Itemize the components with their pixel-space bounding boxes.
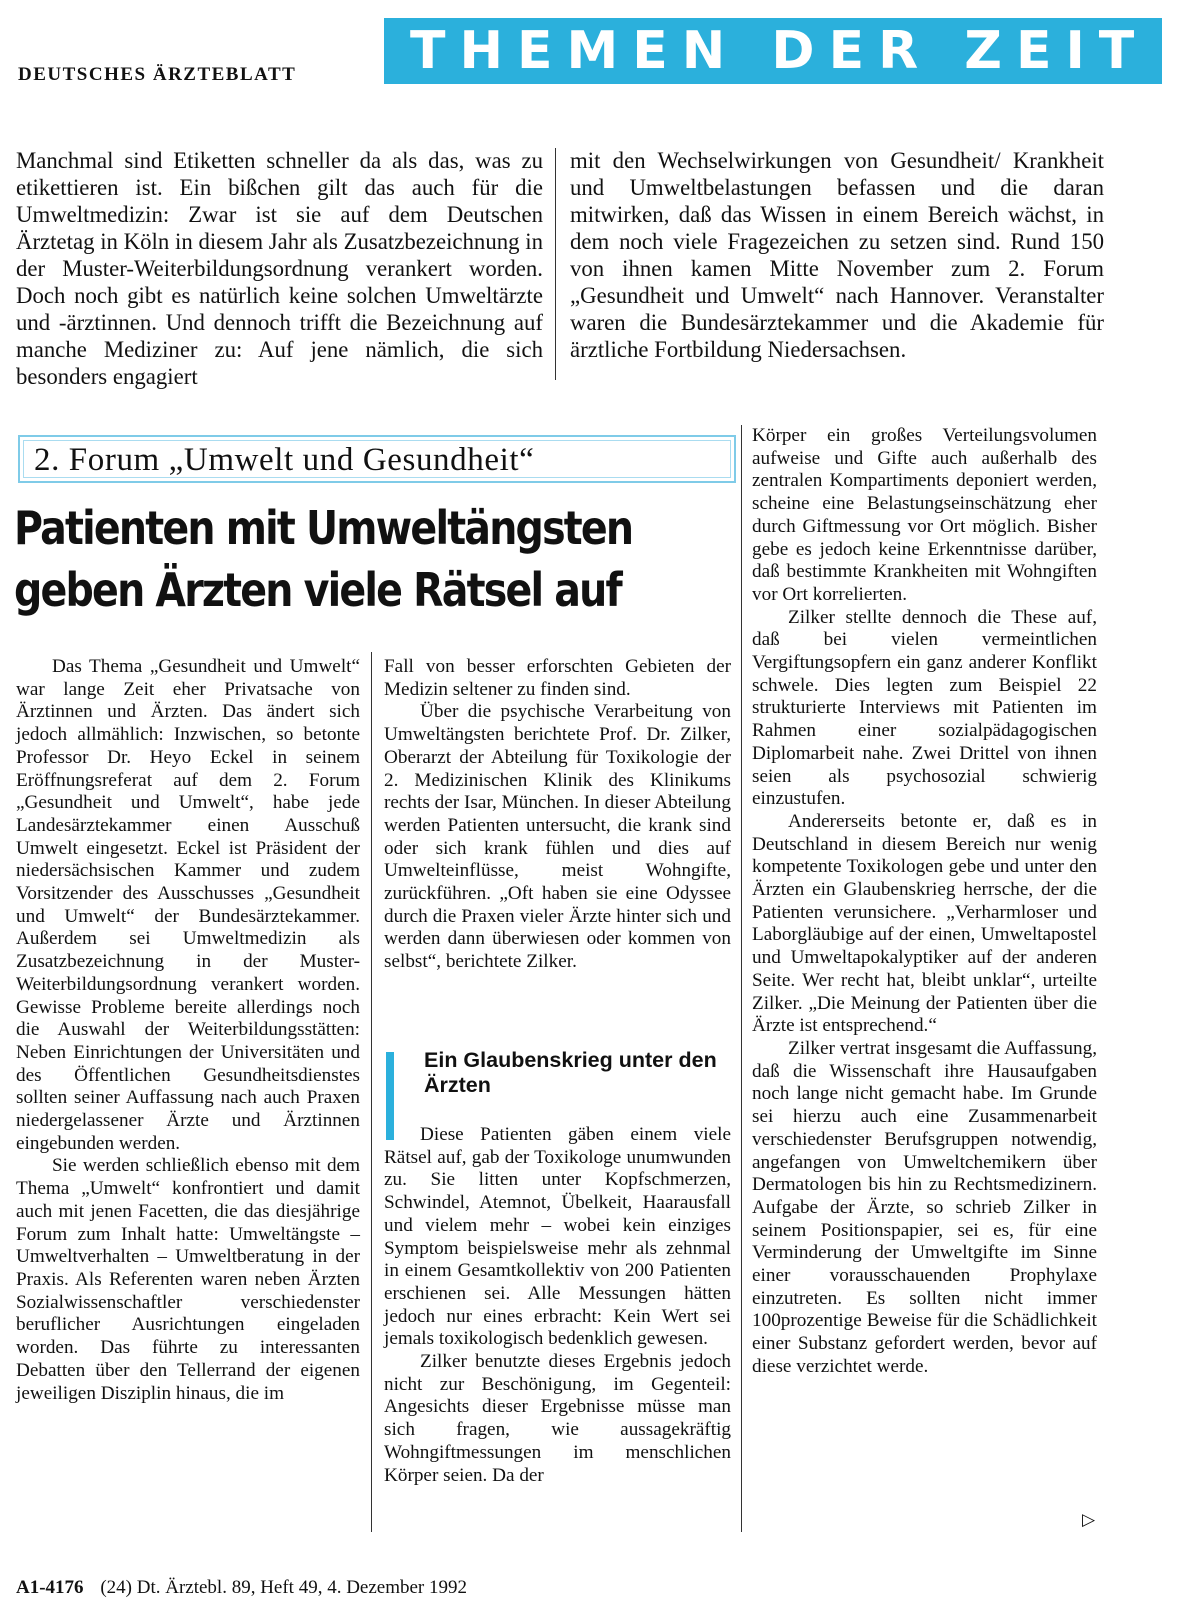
- page-footer: [16, 1577, 467, 1599]
- intro-divider: [555, 148, 556, 380]
- body-column-2-continued: [384, 1124, 731, 1487]
- body-paragraph: Andererseits betonte er, daß es in Deutschland in diesem Bereich nur wenig kompetente Toxikologen gebe und unter den Ärzten ein Glaubenskrieg herrsche, der die Patienten verunsichere. „Verharmloser und Laborgläubige auf der einen, Umweltapostel und Umweltapokalyptiker auf der anderen Seite. Wer recht hat, bleibt unklar“, urteilte Zilker. „Die Meinung der Patienten über die Ärzte ist entsprechend.“: [752, 810, 1097, 1037]
- section-label: 2. Forum „Umwelt und Gesundheit“: [34, 442, 535, 478]
- column-divider: [371, 652, 372, 1532]
- headline-line-2: geben Ärzten viele Rätsel auf: [14, 563, 621, 617]
- body-paragraph: Diese Patienten gäben einem viele Rätsel auf, gab der Toxikologe unumwunden zu. Sie litten unter Kopfschmerzen, Schwindel, Atemnot, Übelkeit, Haarausfall und vielem mehr – wobei kein einziges Symptom beispielsweise mehr als zehnmal in einem Gesamtkollektiv von 200 Patienten erschienen sei. Alle Messungen hätten jedoch nur eines erbracht: Kein Wert sei jemals toxikologisch bedenklich gewesen.: [384, 1124, 731, 1350]
- body-column-2: [384, 656, 731, 974]
- masthead-label: DEUTSCHES ÄRZTEBLATT: [18, 64, 297, 85]
- body-paragraph: Zilker benutzte dieses Ergebnis jedoch nicht zur Beschönigung, im Gegenteil: Angesichts dieser Ergebnisse müsse man sich fragen, wie aussagekräftig Wohngiftmessungen im menschlichen Körper seien. Da der: [384, 1351, 731, 1486]
- subheading: Ein Glaubenskrieg unter den Ärzten: [424, 1048, 717, 1097]
- body-paragraph: Das Thema „Gesundheit und Umwelt“ war lange Zeit eher Privatsache von Ärztinnen und Ärzten. Das ändert sich jedoch allmählich: Inzwischen, so betonte Professor Dr. Heyo Eckel in seinem Eröffnungsreferat auf dem 2. Forum „Gesundheit und Umwelt“, habe jede Landesärztekammer einen Ausschuß Umwelt eingesetzt. Eckel ist Präsident der niedersächsischen Kammer und zudem Vorsitzender des Ausschusses „Gesundheit und Umwelt“ der Bundesärztekammer. Außerdem sei Umweltmedizin als Zusatzbezeichnung in der Muster-Weiterbildungsordnung verankert worden. Gewisse Probleme bereite allerdings noch die Auswahl der Weiterbildungsstätten: Neben Einrichtungen der Universitäten und des Öffentlichen Gesundheitsdienstes sollten seiner Auffassung nach auch Praxen niedergelassener Ärzte und Ärztinnen eingebunden werden.: [16, 656, 360, 1154]
- intro-left-column: [16, 147, 543, 390]
- section-label-box: [18, 435, 736, 483]
- intro-right-column: [570, 147, 1104, 363]
- article-headline: [14, 497, 650, 621]
- body-paragraph: Zilker vertrat insgesamt die Auffassung, daß die Wissenschaft ihre Hausaufgaben noch lange nicht gemacht habe. Im Grunde sei hierzu auch eine Zusammenarbeit verschiedenster Berufsgruppen notwendig, angefangen von Umweltchemikern über Dermatologen bis hin zu Rechtsmedizinern. Aufgabe der Ärzte, so schrieb Zilker in seinem Positionspapier, sei es, für eine Verminderung der Umweltgifte im Sinne einer vorausschauenden Prophylaxe einzutreten. Es sollten nicht immer 100prozentige Beweise für die Schädlichkeit einer Substanz gefordert werden, bevor auf diese verzichtet werde.: [752, 1037, 1097, 1377]
- banner-title: THEMEN DER ZEIT: [410, 21, 1149, 81]
- section-banner: [384, 18, 1162, 84]
- intro-paragraph: mit den Wechselwirkungen von Gesundheit/ Krankheit und Umweltbelastungen befassen und die daran mitwirken, daß das Wissen in einem Bereich wächst, in dem noch viele Fragezeichen zu setzen sind. Rund 150 von ihnen kamen Mitte November zum 2. Forum „Gesundheit und Umwelt“ nach Hannover. Veranstalter waren die Bundesärztekammer und die Akademie für ärztliche Fortbildung Niedersachsen.: [570, 148, 1104, 362]
- intro-paragraph: Manchmal sind Etiketten schneller da als das, was zu etikettieren ist. Ein bißchen gilt das auch für die Umweltmedizin: Zwar ist sie auf dem Deutschen Ärztetag in Köln in diesem Jahr als Zusatzbezeichnung in der Muster-Weiterbildungsordnung verankert worden. Doch noch gibt es natürlich keine solchen Umweltärzte und -ärztinnen. Und dennoch trifft die Bezeichnung auf manche Mediziner zu: Auf jene nämlich, die sich besonders engagiert: [16, 148, 543, 389]
- body-paragraph: Fall von besser erforschten Gebieten der Medizin seltener zu finden sind.: [384, 656, 731, 700]
- body-column-3: [752, 425, 1097, 1379]
- page-code: A1-4176: [16, 1577, 84, 1598]
- body-column-1: [16, 656, 360, 1405]
- continue-arrow-icon: ▷: [1082, 1510, 1096, 1530]
- column-divider: [741, 425, 742, 1532]
- headline-line-1: Patienten mit Umweltängsten: [14, 501, 633, 555]
- body-paragraph: Körper ein großes Verteilungsvolumen aufweise und Gifte auch außerhalb des zentralen Kompartiments deponiert werden, scheine eine Belastungseinschätzung eher durch Giftmessung vor Ort möglich. Bisher gebe es jedoch keine Erkenntnisse darüber, daß bestimmte Krankheiten mit Wohngiften vor Ort korrelierten.: [752, 425, 1097, 605]
- citation: (24) Dt. Ärztebl. 89, Heft 49, 4. Dezember 1992: [100, 1577, 468, 1598]
- body-paragraph: Sie werden schließlich ebenso mit dem Thema „Umwelt“ konfrontiert und damit auch mit jenen Facetten, die das diesjährige Forum zum Inhalt hatte: Umweltängste – Umweltverhalten – Umweltberatung in der Praxis. Als Referenten waren neben Ärzten Sozialwissenschaftler verschiedenster beruflicher Ausrichtungen eingeladen worden. Das führte zu interessanten Debatten über den Tellerrand der eigenen jeweiligen Disziplin hinaus, die im: [16, 1155, 360, 1404]
- body-paragraph: Zilker stellte dennoch die These auf, daß bei vielen vermeintlichen Vergiftungsopfern ein ganz anderer Konflikt schwele. Dies legten zum Beispiel 22 strukturierte Interviews mit Patienten im Rahmen einer sozialpädagogischen Diplomarbeit nahe. Zwei Drittel von ihnen seien als psychosozial schwierig einzustufen.: [752, 606, 1097, 810]
- body-paragraph: Über die psychische Verarbeitung von Umweltängsten berichtete Prof. Dr. Zilker, Oberarzt der Abteilung für Toxikologie der 2. Medizinischen Klinik des Klinikums rechts der Isar, München. In dieser Abteilung werden Patienten untersucht, die krank sind oder sich krank fühlen und dies auf Umwelteinflüsse, meist Wohngifte, zurückführen. „Oft haben sie eine Odyssee durch die Praxen vieler Ärzte hinter sich und werden dann überwiesen oder kommen von selbst“, berichtete Zilker.: [384, 701, 731, 973]
